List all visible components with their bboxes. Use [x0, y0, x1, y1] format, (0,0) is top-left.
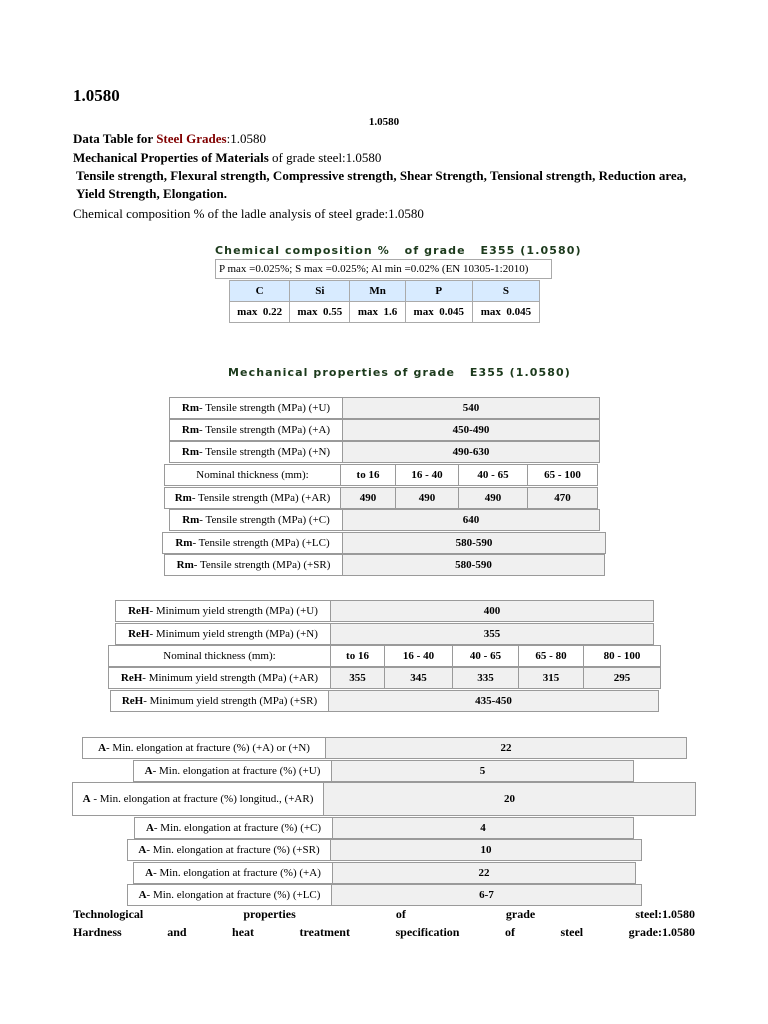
property-label: Rm - Tensile strength (MPa) (+SR) — [164, 554, 343, 576]
property-value: 490 — [458, 487, 528, 509]
hardness-line: Hardness and heat treatment specification of steel grade:1.0580 — [73, 925, 695, 939]
table-row — [133, 862, 636, 884]
table-row — [82, 737, 687, 759]
property-value: 22 — [325, 737, 687, 759]
header-s: S — [472, 281, 539, 302]
table-row — [115, 600, 654, 622]
property-label: ReH - Minimum yield strength (MPa) (+AR) — [108, 667, 331, 689]
property-value: 315 — [518, 667, 584, 689]
thickness-value: 16 - 40 — [395, 464, 459, 486]
property-value: 490 — [340, 487, 396, 509]
property-value: 490 — [395, 487, 459, 509]
thickness-value: 80 - 100 — [583, 645, 661, 667]
property-value: 6-7 — [331, 884, 642, 906]
thickness-label: Nominal thickness (mm): — [108, 645, 331, 667]
table-row — [169, 419, 600, 441]
value-s: max 0.045 — [472, 302, 539, 323]
thickness-label: Nominal thickness (mm): — [164, 464, 341, 486]
mechanical-properties-title: Mechanical properties of grade E355 (1.0580) — [228, 366, 571, 379]
table-row — [127, 839, 642, 861]
property-value: 435-450 — [328, 690, 659, 712]
value-p: max 0.045 — [405, 302, 472, 323]
data-table-suffix: :1.0580 — [226, 131, 266, 146]
table-row — [133, 760, 634, 782]
property-label: Rm - Tensile strength (MPa) (+C) — [169, 509, 343, 531]
property-value: 345 — [384, 667, 453, 689]
chemical-composition-line: Chemical composition % of the ladle analysis of steel grade:1.0580 — [73, 206, 424, 221]
technological-properties-line: Technological properties of grade steel:1.0580 — [73, 907, 695, 921]
value-si: max 0.55 — [290, 302, 350, 323]
property-value: 450-490 — [342, 419, 600, 441]
table-row — [115, 623, 654, 645]
value-c: max 0.22 — [230, 302, 290, 323]
table-row — [162, 532, 606, 554]
property-label: Rm - Tensile strength (MPa) (+N) — [169, 441, 343, 463]
thickness-value: to 16 — [340, 464, 396, 486]
property-value: 295 — [583, 667, 661, 689]
table-row — [164, 554, 605, 576]
header-mn: Mn — [350, 281, 405, 302]
thickness-value: 65 - 100 — [527, 464, 598, 486]
thickness-value: to 16 — [330, 645, 385, 667]
property-value: 580-590 — [342, 554, 605, 576]
table-row — [169, 441, 600, 463]
property-value: 640 — [342, 509, 600, 531]
property-value: 10 — [330, 839, 642, 861]
property-value: 540 — [342, 397, 600, 419]
header-si: Si — [290, 281, 350, 302]
property-value: 22 — [332, 862, 636, 884]
property-label: A - Min. elongation at fracture (%) (+SR) — [127, 839, 331, 861]
property-value: 580-590 — [342, 532, 606, 554]
mechanical-properties-line — [73, 149, 381, 167]
table-row — [72, 782, 696, 816]
property-value: 400 — [330, 600, 654, 622]
mech-props-rest: of grade steel:1.0580 — [268, 150, 382, 165]
header-p: P — [405, 281, 472, 302]
data-table-prefix: Data Table for — [73, 131, 157, 146]
table-row — [164, 487, 598, 509]
property-label: A - Min. elongation at fracture (%) (+A) — [133, 862, 333, 884]
centered-title: 1.0580 — [368, 116, 400, 128]
property-value: 4 — [332, 817, 634, 839]
thickness-value: 40 - 65 — [458, 464, 528, 486]
table-row — [169, 509, 600, 531]
property-label: A - Min. elongation at fracture (%) (+LC) — [127, 884, 332, 906]
property-value: 355 — [330, 623, 654, 645]
thickness-value: 40 - 65 — [452, 645, 519, 667]
property-label: Rm - Tensile strength (MPa) (+A) — [169, 419, 343, 441]
properties-list: Tensile strength, Flexural strength, Compressive strength, Shear Strength, Tensional strength, Reduction area, Yield Strength, Elongation. — [76, 168, 687, 201]
property-value: 355 — [330, 667, 385, 689]
property-label: A - Min. elongation at fracture (%) (+A) or (+N) — [82, 737, 326, 759]
thickness-value: 65 - 80 — [518, 645, 584, 667]
property-label: Rm - Tensile strength (MPa) (+U) — [169, 397, 343, 419]
property-label: Rm - Tensile strength (MPa) (+LC) — [162, 532, 343, 554]
value-mn: max 1.6 — [350, 302, 405, 323]
chemical-composition-title: Chemical composition % of grade E355 (1.0580) — [215, 244, 582, 257]
chemical-note: P max =0.025%; S max =0.025%; Al min =0.02% (EN 10305-1:2010) — [215, 259, 552, 279]
mech-props-bold: Mechanical Properties of Materials — [73, 150, 269, 165]
table-row — [108, 667, 661, 689]
property-value: 335 — [452, 667, 519, 689]
table-row — [169, 397, 600, 419]
property-label: A - Min. elongation at fracture (%) (+U) — [133, 760, 332, 782]
property-label: A - Min. elongation at fracture (%) longitud., (+AR) — [72, 782, 324, 816]
table-row — [134, 817, 634, 839]
header-c: C — [230, 281, 290, 302]
property-label: ReH - Minimum yield strength (MPa) (+N) — [115, 623, 331, 645]
thickness-row — [108, 645, 661, 667]
page-heading: 1.0580 — [73, 86, 120, 105]
chemical-composition-table — [229, 280, 540, 323]
steel-grades-link[interactable]: Steel Grades — [156, 131, 227, 146]
property-value: 20 — [323, 782, 696, 816]
property-label: Rm - Tensile strength (MPa) (+AR) — [164, 487, 341, 509]
thickness-value: 16 - 40 — [384, 645, 453, 667]
property-value: 5 — [331, 760, 634, 782]
thickness-row — [164, 464, 598, 486]
property-label: ReH - Minimum yield strength (MPa) (+U) — [115, 600, 331, 622]
data-table-line — [73, 130, 266, 148]
property-label: A - Min. elongation at fracture (%) (+C) — [134, 817, 333, 839]
table-row — [110, 690, 659, 712]
property-value: 490-630 — [342, 441, 600, 463]
property-label: ReH - Minimum yield strength (MPa) (+SR) — [110, 690, 329, 712]
table-row — [127, 884, 642, 906]
property-value: 470 — [527, 487, 598, 509]
